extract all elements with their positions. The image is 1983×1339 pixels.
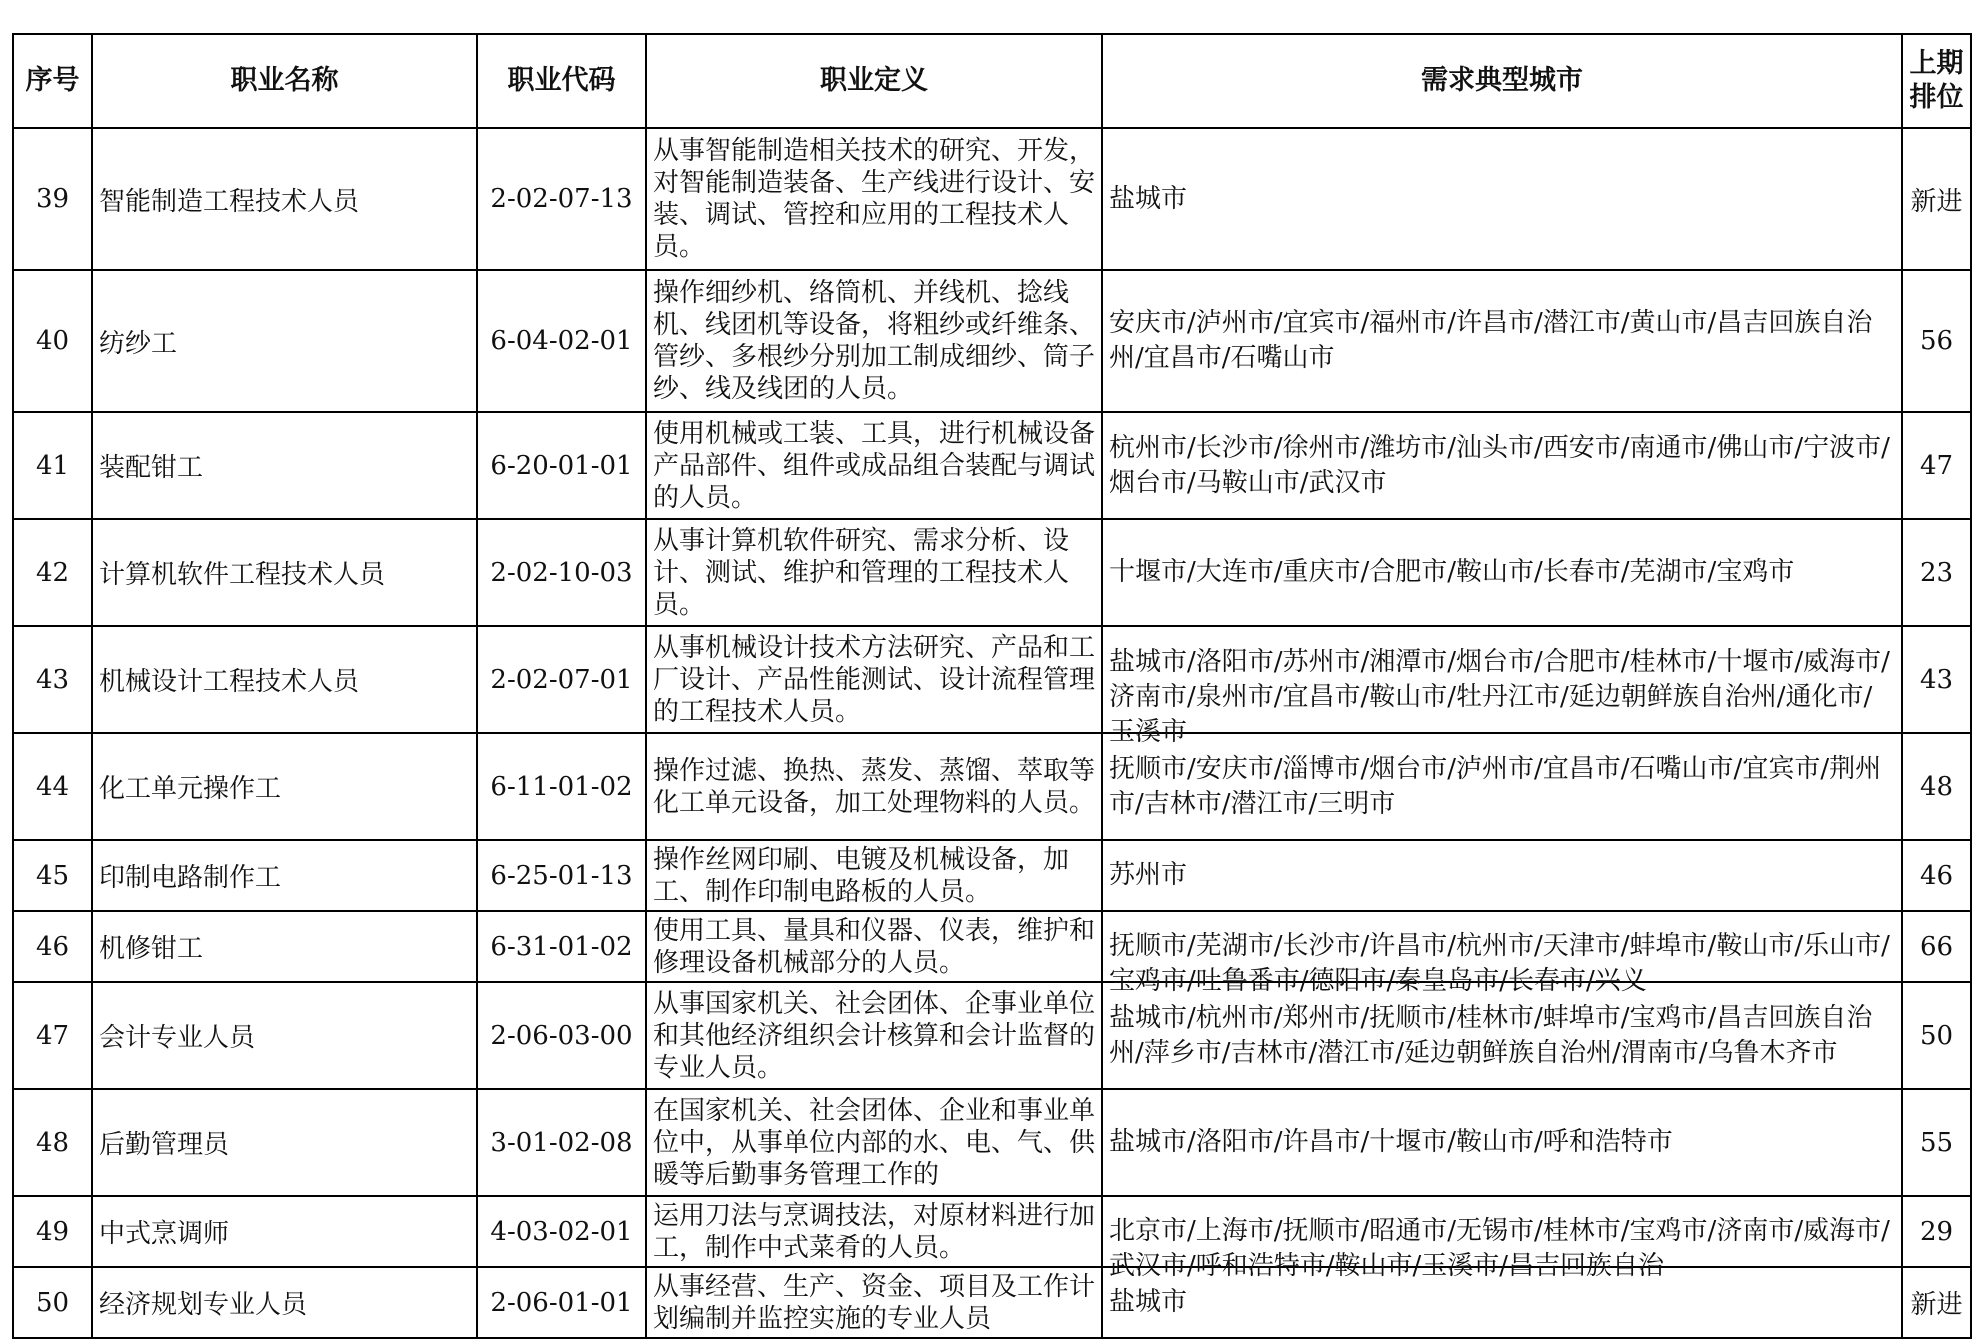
row-definition: 操作丝网印刷、电镀及机械设备，加工、制作印制电路板的人员。 bbox=[653, 844, 1070, 907]
row-definition: 操作过滤、换热、蒸发、蒸馏、萃取等化工单元设备，加工处理物料的人员。 bbox=[653, 755, 1096, 818]
row-seq: 49 bbox=[35, 1216, 70, 1247]
row-occupation-name: 装配钳工 bbox=[99, 453, 204, 483]
table-row bbox=[13, 911, 1971, 982]
table-row bbox=[13, 128, 1971, 270]
row-seq: 41 bbox=[35, 450, 70, 481]
row-prev-rank: 新进 bbox=[1910, 1290, 1963, 1320]
row-occupation-code: 4-03-02-01 bbox=[490, 1216, 633, 1247]
row-cities: 十堰市/大连市/重庆市/合肥市/鞍山市/长春市/芜湖市/宝鸡市 bbox=[1109, 557, 1795, 587]
row-occupation-code: 2-02-10-03 bbox=[490, 557, 633, 588]
row-definition: 在国家机关、社会团体、企业和事业单位中，从事单位内部的水、电、气、供暖等后勤事务管理工作的 bbox=[653, 1095, 1096, 1190]
row-occupation-code: 6-04-02-01 bbox=[490, 326, 633, 356]
row-occupation-code: 2-06-03-00 bbox=[490, 1020, 633, 1051]
row-definition: 从事国家机关、社会团体、企事业单位和其他经济组织会计核算和会计监督的专业人员。 bbox=[653, 988, 1096, 1083]
row-seq: 48 bbox=[35, 1127, 70, 1158]
row-seq: 43 bbox=[35, 664, 70, 695]
row-seq: 45 bbox=[35, 860, 70, 891]
row-occupation-code: 3-01-02-08 bbox=[490, 1127, 633, 1158]
row-definition: 从事智能制造相关技术的研究、开发，对智能制造装备、生产线进行设计、安装、调试、管控和应用的工程技术人员。 bbox=[653, 136, 1096, 262]
row-occupation-name: 化工单元操作工 bbox=[99, 774, 282, 804]
row-occupation-name: 计算机软件工程技术人员 bbox=[99, 560, 386, 590]
row-occupation-name: 印制电路制作工 bbox=[99, 863, 282, 893]
header-code: 职业代码 bbox=[477, 34, 646, 128]
row-occupation-name: 后勤管理员 bbox=[99, 1130, 230, 1160]
table-row bbox=[13, 733, 1971, 840]
header-definition: 职业定义 bbox=[646, 34, 1102, 128]
row-cities: 安庆市/泸州市/宜宾市/福州市/许昌市/潜江市/黄山市/昌吉回族自治州/宜昌市/石嘴山市 bbox=[1109, 308, 1873, 373]
row-occupation-code: 2-02-07-01 bbox=[490, 664, 633, 695]
row-definition: 从事机械设计技术方法研究、产品和工厂设计、产品性能测试、设计流程管理的工程技术人员。 bbox=[653, 632, 1096, 727]
row-seq: 46 bbox=[35, 931, 70, 962]
row-seq: 39 bbox=[35, 184, 70, 214]
row-occupation-name: 会计专业人员 bbox=[99, 1023, 256, 1053]
row-cities: 杭州市/长沙市/徐州市/潍坊市/汕头市/西安市/南通市/佛山市/宁波市/烟台市/马鞍山市/武汉市 bbox=[1109, 432, 1890, 498]
row-definition: 使用机械或工装、工具，进行机械设备产品部件、组件或成品组合装配与调试的人员。 bbox=[653, 418, 1096, 513]
row-prev-rank: 新进 bbox=[1910, 186, 1963, 217]
row-occupation-name: 机修钳工 bbox=[99, 934, 204, 964]
row-seq: 50 bbox=[35, 1287, 70, 1318]
row-cities: 苏州市 bbox=[1109, 860, 1188, 890]
row-prev-rank: 47 bbox=[1919, 450, 1954, 481]
row-definition: 从事经营、生产、资金、项目及工作计划编制并监控实施的专业人员 bbox=[653, 1271, 1096, 1334]
row-cities: 盐城市 bbox=[1109, 183, 1188, 214]
row-seq: 47 bbox=[35, 1020, 70, 1051]
row-seq: 44 bbox=[35, 771, 70, 802]
row-occupation-name: 智能制造工程技术人员 bbox=[99, 186, 360, 217]
table-row bbox=[13, 1089, 1971, 1196]
row-occupation-name: 经济规划专业人员 bbox=[99, 1290, 308, 1320]
table-row bbox=[13, 519, 1971, 626]
row-prev-rank: 23 bbox=[1919, 557, 1954, 588]
row-cities: 盐城市/洛阳市/许昌市/十堰市/鞍山市/呼和浩特市 bbox=[1109, 1127, 1673, 1157]
header-row bbox=[13, 34, 1971, 128]
row-prev-rank: 48 bbox=[1919, 771, 1954, 802]
header-prev-rank: 上期排位 bbox=[1902, 34, 1971, 128]
row-occupation-code: 6-25-01-13 bbox=[490, 860, 633, 891]
row-prev-rank: 43 bbox=[1919, 664, 1954, 695]
header-seq: 序号 bbox=[13, 34, 92, 128]
row-definition: 从事计算机软件研究、需求分析、设计、测试、维护和管理的工程技术人员。 bbox=[653, 525, 1070, 620]
row-prev-rank: 66 bbox=[1919, 931, 1954, 962]
row-cities: 盐城市/杭州市/郑州市/抚顺市/桂林市/蚌埠市/宝鸡市/昌吉回族自治州/萍乡市/吉林市/潜江市/延边朝鲜族自治州/渭南市/乌鲁木齐市 bbox=[1109, 1002, 1873, 1068]
row-prev-rank: 50 bbox=[1919, 1020, 1954, 1051]
occupation-table bbox=[12, 33, 1972, 1339]
row-seq: 42 bbox=[35, 557, 70, 588]
row-cities: 盐城市 bbox=[1109, 1287, 1188, 1317]
table-row bbox=[13, 1267, 1971, 1338]
row-occupation-code: 6-31-01-02 bbox=[490, 931, 633, 962]
row-cities: 抚顺市/芜湖市/长沙市/许昌市/杭州市/天津市/蚌埠市/鞍山市/乐山市/宝鸡市/吐鲁番市/德阳市/秦皇岛市/长春市/兴义 bbox=[1109, 931, 1890, 996]
row-prev-rank: 46 bbox=[1919, 860, 1954, 891]
table-row bbox=[13, 1196, 1971, 1267]
row-seq: 40 bbox=[35, 326, 70, 356]
row-occupation-name: 机械设计工程技术人员 bbox=[99, 667, 360, 697]
table-row bbox=[13, 982, 1971, 1089]
row-definition: 运用刀法与烹调技法，对原材料进行加工，制作中式菜肴的人员。 bbox=[653, 1200, 1096, 1263]
row-cities: 北京市/上海市/抚顺市/昭通市/无锡市/桂林市/宝鸡市/济南市/威海市/武汉市/呼和浩特市/鞍山市/玉溪市/昌吉回族自治 bbox=[1109, 1216, 1890, 1281]
row-occupation-code: 6-11-01-02 bbox=[490, 771, 633, 802]
row-occupation-name: 中式烹调师 bbox=[99, 1219, 230, 1249]
table-row bbox=[13, 626, 1971, 733]
table-row bbox=[13, 270, 1971, 412]
row-cities: 抚顺市/安庆市/淄博市/烟台市/泸州市/宜昌市/石嘴山市/宜宾市/荆州市/吉林市/潜江市/三明市 bbox=[1109, 753, 1882, 819]
header-name: 职业名称 bbox=[92, 34, 477, 128]
row-occupation-code: 6-20-01-01 bbox=[490, 450, 633, 481]
table-row bbox=[13, 840, 1971, 911]
row-prev-rank: 56 bbox=[1919, 326, 1954, 356]
header-cities: 需求典型城市 bbox=[1102, 34, 1902, 128]
row-definition: 操作细纱机、络筒机、并线机、捻线机、线团机等设备，将粗纱或纤维条、管纱、多根纱分别加工制成细纱、筒子纱、线及线团的人员。 bbox=[653, 278, 1096, 404]
row-definition: 使用工具、量具和仪器、仪表，维护和修理设备机械部分的人员。 bbox=[653, 915, 1096, 978]
row-prev-rank: 55 bbox=[1919, 1127, 1954, 1158]
table-row bbox=[13, 412, 1971, 519]
row-prev-rank: 29 bbox=[1919, 1216, 1954, 1247]
row-occupation-name: 纺纱工 bbox=[99, 328, 178, 359]
row-occupation-code: 2-02-07-13 bbox=[490, 184, 633, 214]
row-occupation-code: 2-06-01-01 bbox=[490, 1287, 633, 1318]
row-cities: 盐城市/洛阳市/苏州市/湘潭市/烟台市/合肥市/桂林市/十堰市/威海市/济南市/泉州市/宜昌市/鞍山市/牡丹江市/延边朝鲜族自治州/通化市/玉溪市 bbox=[1109, 646, 1890, 747]
